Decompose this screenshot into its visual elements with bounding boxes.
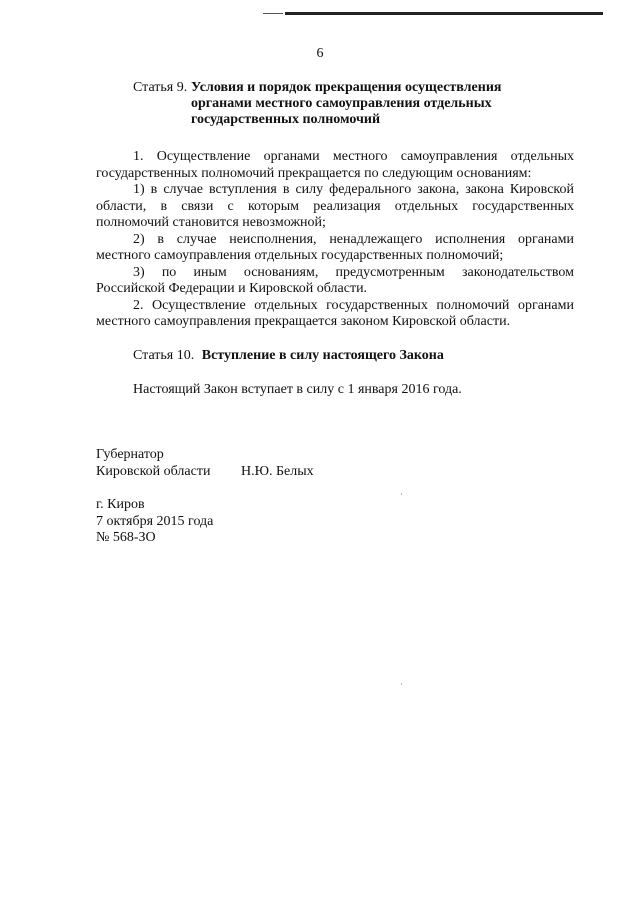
scan-speck xyxy=(401,683,402,685)
signatory-region: Кировской области xyxy=(96,464,211,479)
article-9-title-line: Условия и порядок прекращения осуществления xyxy=(191,80,502,95)
article-9-body xyxy=(96,149,574,331)
paragraph-1: 1. Осуществление органами местного самоуправления отдельных государственных полномочий прекращается по следующим основаниям: xyxy=(96,149,574,181)
article-10-text: Настоящий Закон вступает в силу с 1 января 2016 года. xyxy=(133,382,462,397)
paragraph-2: 2. Осуществление отдельных государственных полномочий органами местного самоуправления прекращается законом Кировской области. xyxy=(96,297,574,329)
article-10-heading xyxy=(133,348,444,364)
header-rule xyxy=(285,12,603,15)
scan-speck xyxy=(401,493,402,495)
signatory-name: Н.Ю. Белых xyxy=(241,464,314,479)
article-10-title: Вступление в силу настоящего Закона xyxy=(201,348,444,363)
signature-block xyxy=(96,446,314,480)
law-number: № 568-ЗО xyxy=(96,530,156,545)
article-9-title-line: государственных полномочий xyxy=(191,112,381,127)
article-9-heading xyxy=(133,80,553,127)
paragraph-1-item-2: 2) в случае неисполнения, ненадлежащего исполнения органами местного самоуправления отдельных государственных полномочий; xyxy=(96,231,574,263)
paragraph-1-item-1: 1) в случае вступления в силу федерального закона, закона Кировской области, в связи с которым реализация отдельных государственных полномочий становится невозможной; xyxy=(96,182,574,230)
article-9-label: Статья 9. xyxy=(133,80,188,95)
article-10-label: Статья 10. xyxy=(133,348,195,363)
law-date: 7 октября 2015 года xyxy=(96,513,214,529)
page-number: 6 xyxy=(316,46,324,61)
article-9-title-line: органами местного самоуправления отдельных xyxy=(191,96,492,111)
place-date-block xyxy=(96,497,213,547)
paragraph-1-item-3: 3) по иным основаниям, предусмотренным законодательством Российской Федерации и Кировской области. xyxy=(96,264,574,296)
article-9-title xyxy=(191,80,561,128)
signatory-title: Губернатор xyxy=(96,447,164,462)
city: г. Киров xyxy=(96,497,145,512)
